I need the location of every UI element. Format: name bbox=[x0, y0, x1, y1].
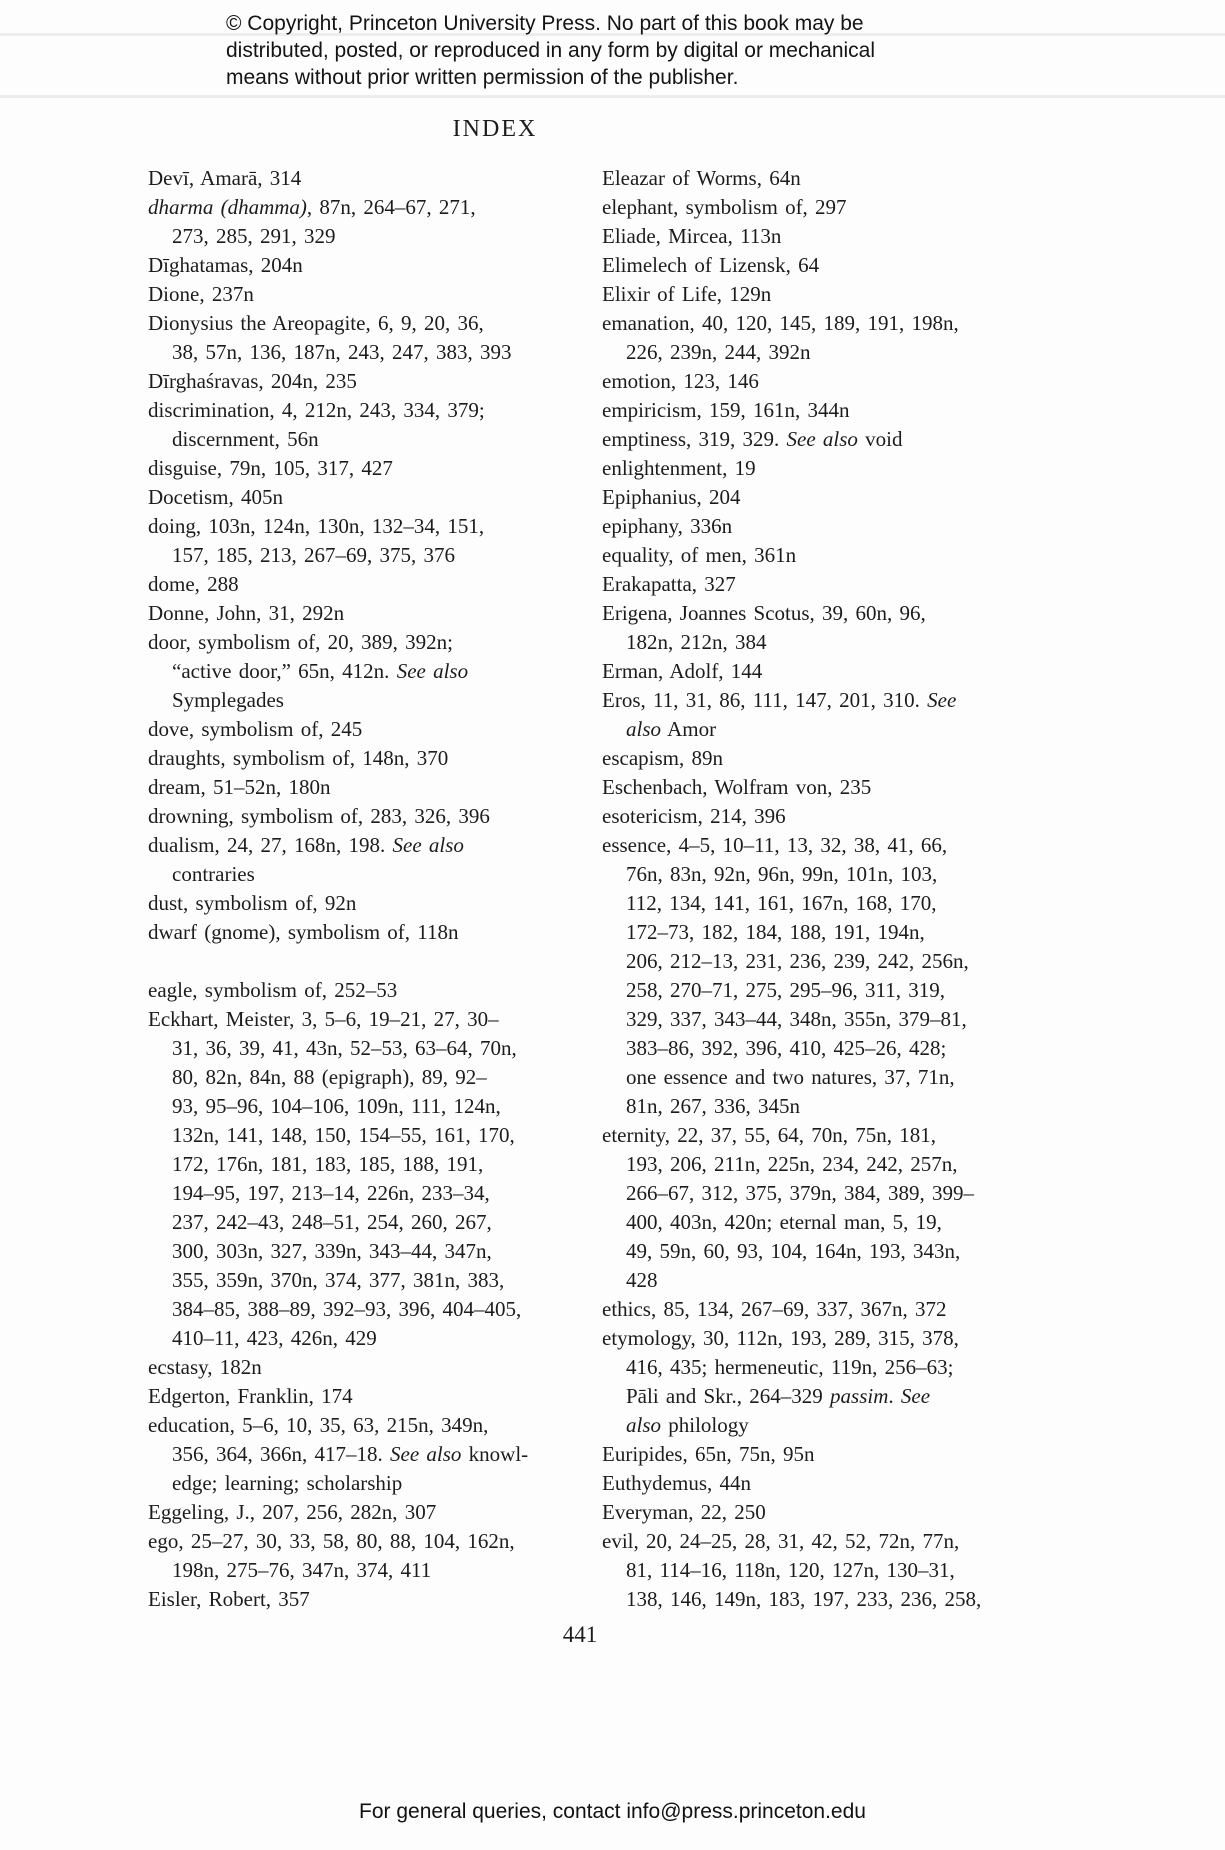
index-entry-line: eagle, symbolism of, 252–53 bbox=[148, 978, 398, 1002]
index-entry-line: ethics, 85, 134, 267–69, 337, 367n, 372 bbox=[602, 1297, 947, 1321]
index-entry-line: emanation, 40, 120, 145, 189, 191, 198n, bbox=[602, 311, 959, 335]
index-entry-line: dove, symbolism of, 245 bbox=[148, 717, 363, 741]
index-column-right bbox=[602, 164, 1014, 1614]
index-entry-line: etymology, 30, 112n, 193, 289, 315, 378, bbox=[602, 1326, 959, 1350]
index-entry-line: dualism, 24, 27, 168n, 198. See also bbox=[148, 833, 464, 857]
index-entry-line: 38, 57n, 136, 187n, 243, 247, 383, 393 bbox=[172, 340, 512, 364]
index-entry-line: 182n, 212n, 384 bbox=[626, 630, 767, 654]
index-entry-line: 258, 270–71, 275, 295–96, 311, 319, bbox=[626, 978, 945, 1002]
index-entry-line: Eisler, Robert, 357 bbox=[148, 1587, 310, 1611]
index-entry-line: Elixir of Life, 129n bbox=[602, 282, 772, 306]
index-entry-line: dwarf (gnome), symbolism of, 118n bbox=[148, 920, 459, 944]
index-entry-line: Dione, 237n bbox=[148, 282, 254, 306]
index-entry-line: 237, 242–43, 248–51, 254, 260, 267, bbox=[172, 1210, 492, 1234]
index-entry-line: emotion, 123, 146 bbox=[602, 369, 759, 393]
index-entry-line: “active door,” 65n, 412n. See also bbox=[172, 659, 469, 683]
index-entry-line: Dīghatamas, 204n bbox=[148, 253, 303, 277]
copyright-line-1: © Copyright, Princeton University Press. No part of this book may be bbox=[226, 12, 864, 35]
index-entry-line: Devī, Amarā, 314 bbox=[148, 166, 302, 190]
index-entry-line: Eliade, Mircea, 113n bbox=[602, 224, 782, 248]
index-entry-line: 112, 134, 141, 161, 167n, 168, 170, bbox=[626, 891, 937, 915]
index-entry-line: 132n, 141, 148, 150, 154–55, 161, 170, bbox=[172, 1123, 515, 1147]
index-entry-line: disguise, 79n, 105, 317, 427 bbox=[148, 456, 393, 480]
copyright-notice bbox=[226, 10, 875, 91]
index-entry-line: door, symbolism of, 20, 389, 392n; bbox=[148, 630, 453, 654]
index-entry-line: dream, 51–52n, 180n bbox=[148, 775, 331, 799]
index-entry-line: 384–85, 388–89, 392–93, 396, 404–405, bbox=[172, 1297, 522, 1321]
index-entry-line: 428 bbox=[626, 1268, 658, 1292]
index-entry-line: one essence and two natures, 37, 71n, bbox=[626, 1065, 955, 1089]
index-entry-line: also philology bbox=[626, 1413, 749, 1437]
index-entry-line: 410–11, 423, 426n, 429 bbox=[172, 1326, 377, 1350]
index-entry-line: 80, 82n, 84n, 88 (epigraph), 89, 92– bbox=[172, 1065, 487, 1089]
index-entry-line: 206, 212–13, 231, 236, 239, 242, 256n, bbox=[626, 949, 969, 973]
index-entry-line: Pāli and Skr., 264–329 passim. See bbox=[626, 1384, 931, 1408]
index-entry-line: essence, 4–5, 10–11, 13, 32, 38, 41, 66, bbox=[602, 833, 948, 857]
index-entry-line: eternity, 22, 37, 55, 64, 70n, 75n, 181, bbox=[602, 1123, 937, 1147]
index-entry-line: Erman, Adolf, 144 bbox=[602, 659, 763, 683]
index-entry-line: esotericism, 214, 396 bbox=[602, 804, 786, 828]
copyright-line-2: distributed, posted, or reproduced in any form by digital or mechanical bbox=[226, 39, 876, 62]
index-entry-line: Everyman, 22, 250 bbox=[602, 1500, 766, 1524]
index-entry-line: ecstasy, 182n bbox=[148, 1355, 262, 1379]
index-entry-line: 193, 206, 211n, 225n, 234, 242, 257n, bbox=[626, 1152, 958, 1176]
index-entry-line: evil, 20, 24–25, 28, 31, 42, 52, 72n, 77n, bbox=[602, 1529, 960, 1553]
index-entry-line: Eschenbach, Wolfram von, 235 bbox=[602, 775, 872, 799]
index-entry-line: 198n, 275–76, 347n, 374, 411 bbox=[172, 1558, 432, 1582]
index-entry-line: Eckhart, Meister, 3, 5–6, 19–21, 27, 30– bbox=[148, 1007, 499, 1031]
index-entry-line: discernment, 56n bbox=[172, 427, 319, 451]
index-entry-line: 416, 435; hermeneutic, 119n, 256–63; bbox=[626, 1355, 954, 1379]
index-entry-line: edge; learning; scholarship bbox=[172, 1471, 403, 1495]
index-entry-line: 172, 176n, 181, 183, 185, 188, 191, bbox=[172, 1152, 484, 1176]
index-entry-line: 157, 185, 213, 267–69, 375, 376 bbox=[172, 543, 455, 567]
index-column-left bbox=[148, 164, 560, 1614]
page-title: INDEX bbox=[452, 116, 538, 142]
index-entry-line: Erigena, Joannes Scotus, 39, 60n, 96, bbox=[602, 601, 926, 625]
index-entry-line: 383–86, 392, 396, 410, 425–26, 428; bbox=[626, 1036, 947, 1060]
index-entry-line: Docetism, 405n bbox=[148, 485, 283, 509]
index-entry-line: 138, 146, 149n, 183, 197, 233, 236, 258, bbox=[626, 1587, 982, 1611]
index-entry-line: 356, 364, 366n, 417–18. See also knowl- bbox=[172, 1442, 529, 1466]
index-entry-line: dust, symbolism of, 92n bbox=[148, 891, 357, 915]
index-entry-line: Donne, John, 31, 292n bbox=[148, 601, 345, 625]
index-entry-line: Symplegades bbox=[172, 688, 284, 712]
index-entry-line: epiphany, 336n bbox=[602, 514, 733, 538]
index-entry-line: Euripides, 65n, 75n, 95n bbox=[602, 1442, 815, 1466]
section-gap bbox=[148, 947, 560, 976]
index-entry-line: 31, 36, 39, 41, 43n, 52–53, 63–64, 70n, bbox=[172, 1036, 517, 1060]
index-entry-line: Elimelech of Lizensk, 64 bbox=[602, 253, 820, 277]
index-entry-line: Eggeling, J., 207, 256, 282n, 307 bbox=[148, 1500, 437, 1524]
index-entry-line: equality, of men, 361n bbox=[602, 543, 797, 567]
index-entry-line: 300, 303n, 327, 339n, 343–44, 347n, bbox=[172, 1239, 492, 1263]
index-entry-line: 266–67, 312, 375, 379n, 384, 389, 399– bbox=[626, 1181, 974, 1205]
index-entry-line: Euthydemus, 44n bbox=[602, 1471, 751, 1495]
page-number: 441 bbox=[562, 1622, 598, 1647]
index-entry-line: 194–95, 197, 213–14, 226n, 233–34, bbox=[172, 1181, 490, 1205]
index-entry-line: 329, 337, 343–44, 348n, 355n, 379–81, bbox=[626, 1007, 967, 1031]
footer-contact: For general queries, contact info@press.princeton.edu bbox=[359, 1800, 866, 1823]
index-entry-line: 81, 114–16, 118n, 120, 127n, 130–31, bbox=[626, 1558, 955, 1582]
index-entry-line: 172–73, 182, 184, 188, 191, 194n, bbox=[626, 920, 925, 944]
index-entry-line: Dionysius the Areopagite, 6, 9, 20, 36, bbox=[148, 311, 484, 335]
index-entry-line: doing, 103n, 124n, 130n, 132–34, 151, bbox=[148, 514, 485, 538]
index-entry-line: dome, 288 bbox=[148, 572, 239, 596]
index-entry-line: contraries bbox=[172, 862, 255, 886]
index-entry-line: 355, 359n, 370n, 374, 377, 381n, 383, bbox=[172, 1268, 505, 1292]
index-entry-line: Eleazar of Worms, 64n bbox=[602, 166, 801, 190]
index-entry-line: emptiness, 319, 329. See also void bbox=[602, 427, 903, 451]
index-entry-line: 93, 95–96, 104–106, 109n, 111, 124n, bbox=[172, 1094, 501, 1118]
index-entry-line: Epiphanius, 204 bbox=[602, 485, 741, 509]
index-entry-line: 49, 59n, 60, 93, 104, 164n, 193, 343n, bbox=[626, 1239, 961, 1263]
index-entry-line: education, 5–6, 10, 35, 63, 215n, 349n, bbox=[148, 1413, 489, 1437]
index-entry-line: Edgerton, Franklin, 174 bbox=[148, 1384, 353, 1408]
index-entry-line: enlightenment, 19 bbox=[602, 456, 756, 480]
index-entry-line: Dīrghaśravas, 204n, 235 bbox=[148, 369, 357, 393]
index-entry-line: discrimination, 4, 212n, 243, 334, 379; bbox=[148, 398, 485, 422]
index-entry-line: 76n, 83n, 92n, 96n, 99n, 101n, 103, bbox=[626, 862, 938, 886]
index-entry-line: empiricism, 159, 161n, 344n bbox=[602, 398, 850, 422]
scan-artifact-band bbox=[0, 95, 1225, 98]
index-entry-line: 273, 285, 291, 329 bbox=[172, 224, 336, 248]
index-entry-line: drowning, symbolism of, 283, 326, 396 bbox=[148, 804, 490, 828]
index-entry-line: elephant, symbolism of, 297 bbox=[602, 195, 847, 219]
index-entry-line: draughts, symbolism of, 148n, 370 bbox=[148, 746, 449, 770]
index-entry-line: ego, 25–27, 30, 33, 58, 80, 88, 104, 162n, bbox=[148, 1529, 515, 1553]
index-entry-line: also Amor bbox=[626, 717, 717, 741]
index-entry-line: Eros, 11, 31, 86, 111, 147, 201, 310. See bbox=[602, 688, 957, 712]
index-entry-line: escapism, 89n bbox=[602, 746, 723, 770]
copyright-line-3: means without prior written permission of the publisher. bbox=[226, 66, 739, 89]
index-entry-line: 226, 239n, 244, 392n bbox=[626, 340, 811, 364]
index-entry-line: 400, 403n, 420n; eternal man, 5, 19, bbox=[626, 1210, 942, 1234]
index-entry-line: Erakapatta, 327 bbox=[602, 572, 736, 596]
index-entry-line: dharma (dhamma), 87n, 264–67, 271, bbox=[148, 195, 476, 219]
index-columns bbox=[148, 164, 1014, 1614]
index-entry-line: 81n, 267, 336, 345n bbox=[626, 1094, 800, 1118]
